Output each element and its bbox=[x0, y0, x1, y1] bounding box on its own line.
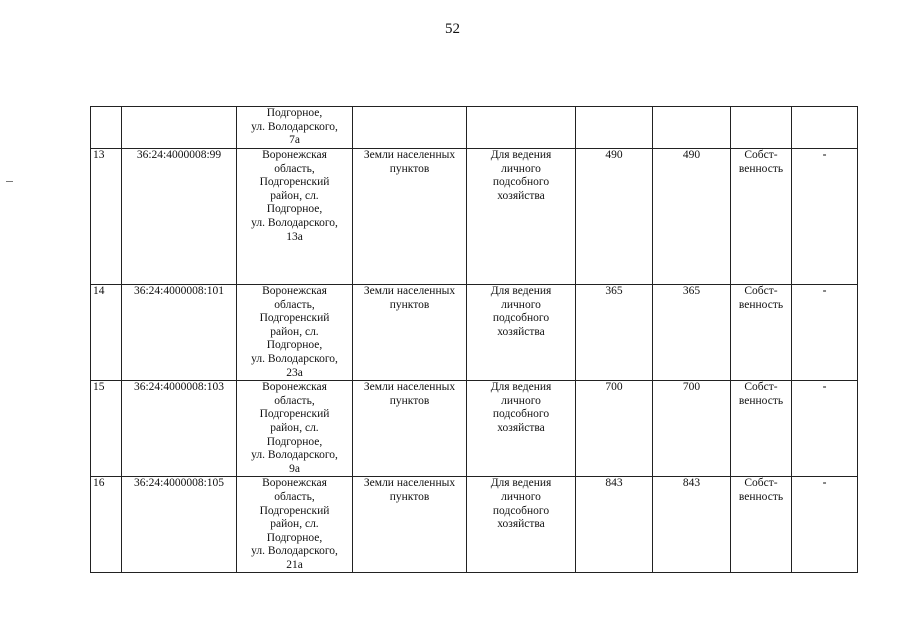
address-line: Подгорное, bbox=[266, 339, 323, 352]
cell-use bbox=[467, 477, 576, 573]
cell-cadastral: 36:24:4000008:101 bbox=[122, 285, 237, 381]
cell-category bbox=[353, 381, 467, 477]
cell-right bbox=[731, 381, 792, 477]
cell-cadastral: 36:24:4000008:103 bbox=[122, 381, 237, 477]
table-row bbox=[91, 477, 858, 573]
address-line: Воронежская bbox=[262, 285, 327, 297]
address-line: Подгоренский bbox=[259, 408, 330, 421]
address-line: 13а bbox=[286, 230, 303, 243]
address-line: 9а bbox=[289, 462, 300, 475]
address-line: область, bbox=[274, 394, 315, 407]
address-line: Подгоренский bbox=[259, 312, 330, 325]
cell-area bbox=[653, 107, 731, 149]
cell-area: 490 bbox=[576, 149, 653, 285]
land-plots-table bbox=[90, 106, 858, 573]
address-line: область, bbox=[274, 298, 315, 311]
category-line: пунктов bbox=[389, 162, 430, 175]
margin-mark bbox=[6, 181, 13, 182]
address-line: ул. Володарского, bbox=[251, 120, 338, 133]
use-line: хозяйства bbox=[497, 325, 545, 338]
category-line: Земли населенных bbox=[363, 149, 456, 161]
address-line: Подгоренский bbox=[259, 176, 330, 189]
cell-num bbox=[91, 107, 122, 149]
cell-category bbox=[353, 477, 467, 573]
use-line: Для ведения bbox=[490, 477, 552, 490]
address-line: Воронежская bbox=[262, 381, 327, 394]
continuation-row bbox=[91, 107, 858, 149]
address-line: район, сл. bbox=[270, 189, 319, 202]
cell-right bbox=[731, 285, 792, 381]
cell-address bbox=[237, 149, 353, 285]
cell-area: 843 bbox=[576, 477, 653, 573]
cell-address bbox=[237, 381, 353, 477]
cell-use bbox=[467, 107, 576, 149]
right-line: Собст- bbox=[744, 381, 778, 394]
right-line: Собст- bbox=[744, 285, 778, 297]
use-line: подсобного bbox=[492, 408, 550, 421]
cell-cadastral: 36:24:4000008:105 bbox=[122, 477, 237, 573]
cell-address bbox=[237, 477, 353, 573]
category-line: пунктов bbox=[389, 394, 430, 407]
right-line: венность bbox=[738, 394, 784, 407]
category-line: Земли населенных bbox=[363, 381, 456, 394]
cell-num: 14 bbox=[91, 285, 122, 381]
use-line: личного bbox=[501, 394, 541, 407]
cell-encumbrance: - bbox=[792, 477, 858, 573]
address-line: Подгорное, bbox=[266, 203, 323, 216]
cell-area: 365 bbox=[653, 285, 731, 381]
table-body bbox=[91, 107, 858, 573]
page-number: 52 bbox=[445, 21, 460, 37]
cell-use bbox=[467, 381, 576, 477]
cell-category bbox=[353, 285, 467, 381]
cell-right bbox=[731, 477, 792, 573]
address-line: ул. Володарского, bbox=[251, 352, 338, 365]
cell-area: 843 bbox=[653, 477, 731, 573]
cell-address bbox=[237, 107, 353, 149]
use-line: подсобного bbox=[492, 176, 550, 189]
cell-area: 490 bbox=[653, 149, 731, 285]
cell-encumbrance: - bbox=[792, 149, 858, 285]
use-line: Для ведения bbox=[490, 285, 552, 297]
address-line: Подгорное, bbox=[266, 435, 323, 448]
cell-right bbox=[731, 107, 792, 149]
cell-encumbrance bbox=[792, 107, 858, 149]
right-line: венность bbox=[738, 490, 784, 503]
cell-right bbox=[731, 149, 792, 285]
use-line: подсобного bbox=[492, 504, 550, 517]
use-line: Для ведения bbox=[490, 149, 552, 161]
address-line: ул. Володарского, bbox=[251, 545, 338, 558]
address-line: 23а bbox=[286, 366, 303, 379]
cell-cadastral: 36:24:4000008:99 bbox=[122, 149, 237, 285]
address-line: Подгорное, bbox=[266, 531, 323, 544]
category-line: Земли населенных bbox=[363, 477, 456, 490]
address-line: Воронежская bbox=[262, 149, 327, 161]
category-line: пунктов bbox=[389, 490, 430, 503]
cell-cadastral bbox=[122, 107, 237, 149]
cell-area: 700 bbox=[576, 381, 653, 477]
address-line: Подгорное, bbox=[266, 107, 323, 119]
right-line: Собст- bbox=[744, 477, 778, 490]
right-line: венность bbox=[738, 162, 784, 175]
use-line: хозяйства bbox=[497, 189, 545, 202]
cell-encumbrance: - bbox=[792, 285, 858, 381]
cell-category bbox=[353, 107, 467, 149]
cell-num: 15 bbox=[91, 381, 122, 477]
address-line: 21а bbox=[286, 558, 303, 571]
table-row bbox=[91, 285, 858, 381]
table-row bbox=[91, 381, 858, 477]
address-line: район, сл. bbox=[270, 421, 319, 434]
use-line: Для ведения bbox=[490, 381, 552, 394]
use-line: хозяйства bbox=[497, 421, 545, 434]
address-line: область, bbox=[274, 162, 315, 175]
address-line: район, сл. bbox=[270, 325, 319, 338]
category-line: Земли населенных bbox=[363, 285, 456, 297]
cell-encumbrance: - bbox=[792, 381, 858, 477]
use-line: хозяйства bbox=[497, 518, 545, 531]
address-line: ул. Володарского, bbox=[251, 449, 338, 462]
use-line: подсобного bbox=[492, 312, 550, 325]
table-row bbox=[91, 149, 858, 285]
cell-address bbox=[237, 285, 353, 381]
cell-area: 365 bbox=[576, 285, 653, 381]
use-line: личного bbox=[501, 490, 541, 503]
cell-category bbox=[353, 149, 467, 285]
address-line: район, сл. bbox=[270, 518, 319, 531]
cell-num: 13 bbox=[91, 149, 122, 285]
address-line: Подгоренский bbox=[259, 504, 330, 517]
address-line: 7а bbox=[289, 134, 300, 147]
cell-use bbox=[467, 149, 576, 285]
address-line: Воронежская bbox=[262, 477, 327, 490]
use-line: личного bbox=[501, 298, 541, 311]
cell-use bbox=[467, 285, 576, 381]
right-line: Собст- bbox=[744, 149, 778, 161]
cell-area: 700 bbox=[653, 381, 731, 477]
cell-area bbox=[576, 107, 653, 149]
cell-num: 16 bbox=[91, 477, 122, 573]
address-line: ул. Володарского, bbox=[251, 216, 338, 229]
address-line: область, bbox=[274, 490, 315, 503]
category-line: пунктов bbox=[389, 298, 430, 311]
use-line: личного bbox=[501, 162, 541, 175]
right-line: венность bbox=[738, 298, 784, 311]
